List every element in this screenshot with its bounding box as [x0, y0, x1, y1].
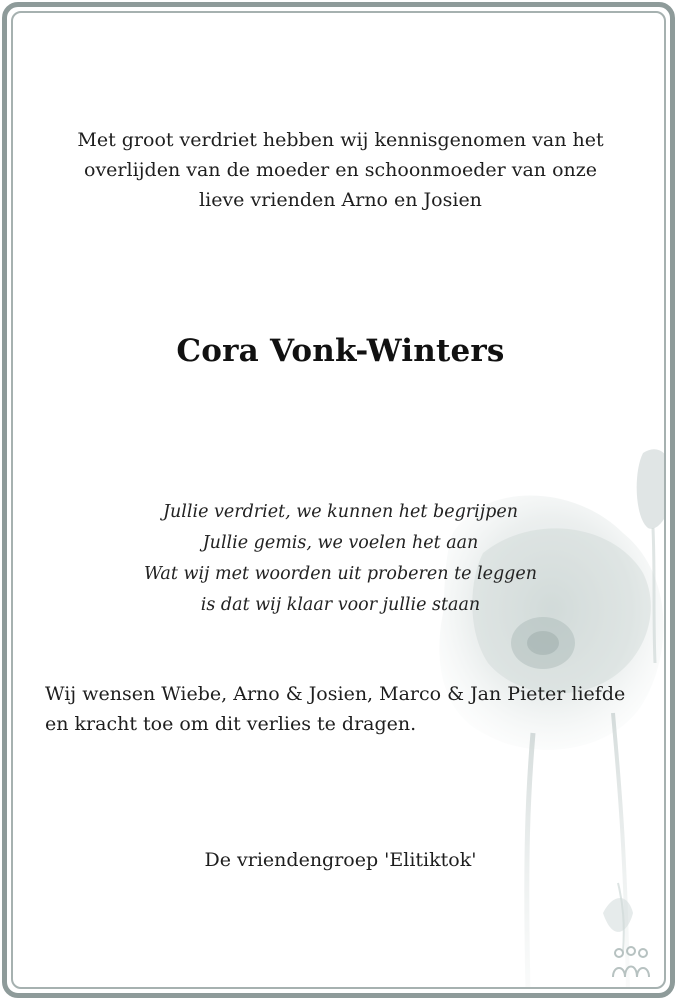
people-group-icon [608, 945, 654, 979]
wish-line: Wij wensen Wiebe, Arno & Josien, Marco & Jan Pieter liefde [45, 683, 626, 705]
deceased-name: Cora Vonk-Winters [176, 333, 505, 369]
poem-line: Jullie gemis, we voelen het aan [202, 533, 479, 553]
intro-text [13, 125, 666, 215]
intro-line: Met groot verdriet hebben wij kennisgenomen van het [77, 129, 604, 151]
poem-line: is dat wij klaar voor jullie staan [200, 595, 481, 615]
intro-line: overlijden van de moeder en schoonmoeder van onze [84, 159, 597, 181]
intro-line: lieve vrienden Arno en Josien [199, 189, 482, 211]
card [11, 11, 666, 989]
poem-line: Wat wij met woorden uit proberen te leggen [143, 564, 538, 584]
signature: De vriendengroep 'Elitiktok' [204, 849, 477, 871]
wish-line: en kracht toe om dit verlies te dragen. [45, 713, 417, 735]
wish-text [45, 679, 645, 739]
poem [13, 497, 666, 621]
poem-line: Jullie verdriet, we kunnen het begrijpen [163, 502, 518, 522]
